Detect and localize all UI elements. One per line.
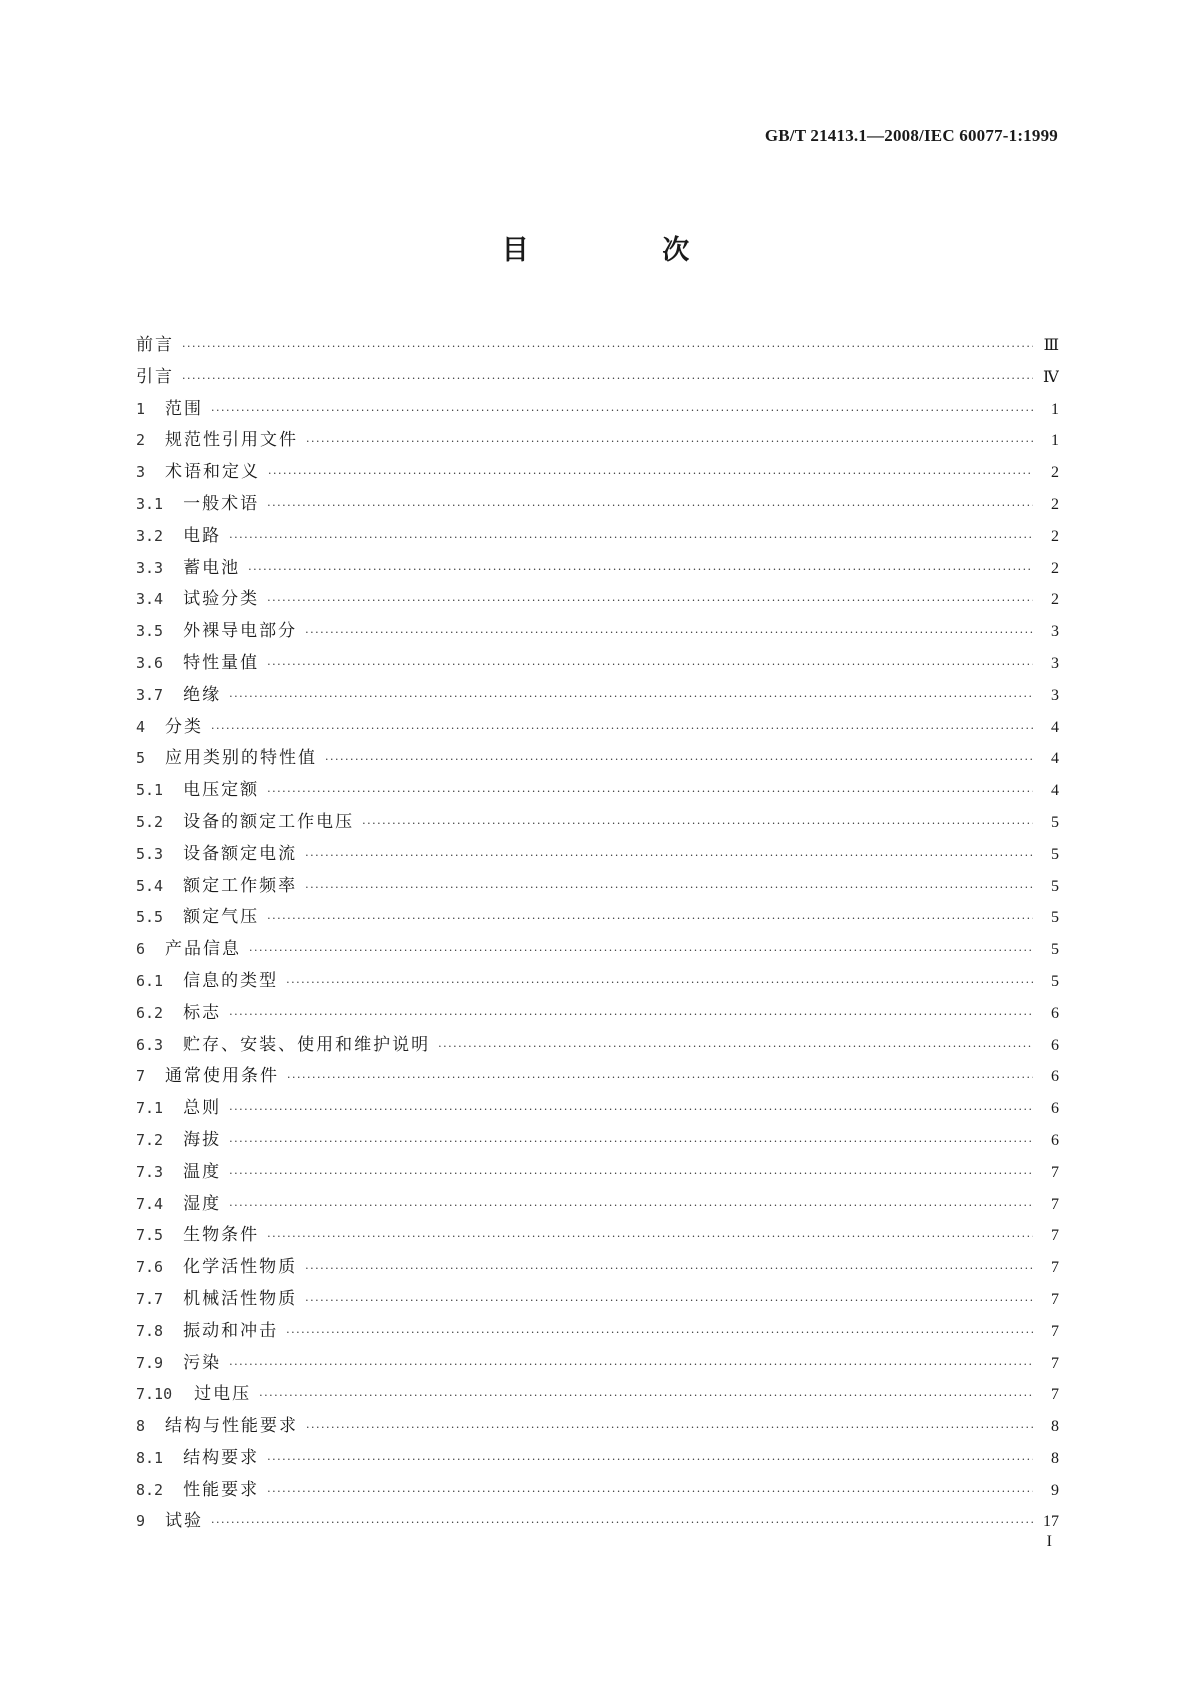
toc-list xyxy=(136,330,1059,1538)
toc-entry-number: 7.6 xyxy=(136,1258,164,1277)
toc-entry-label: 设备的额定工作电压 xyxy=(183,811,355,832)
toc-entry-label: 结构要求 xyxy=(183,1447,260,1468)
toc-entry-5-1[interactable] xyxy=(136,775,1059,807)
toc-dot-leader xyxy=(248,554,1033,585)
toc-entry-page: 3 xyxy=(1051,623,1059,641)
toc-entry-8[interactable] xyxy=(136,1411,1059,1443)
toc-entry-number: 7.4 xyxy=(136,1194,164,1213)
toc-entry-number: 3.7 xyxy=(136,685,164,704)
toc-dot-leader xyxy=(229,1094,1033,1125)
toc-entry-label: 机械活性物质 xyxy=(183,1288,298,1309)
toc-entry-number: 3.6 xyxy=(136,653,164,672)
toc-entry-label: 过电压 xyxy=(194,1384,252,1405)
toc-dot-leader xyxy=(267,776,1033,807)
toc-dot-leader xyxy=(287,1062,1033,1093)
toc-entry-5[interactable] xyxy=(136,743,1059,775)
toc-entry-foreword[interactable] xyxy=(136,330,1059,362)
toc-entry-5-3[interactable] xyxy=(136,839,1059,871)
toc-entry-8-1[interactable] xyxy=(136,1443,1059,1475)
toc-entry-number: 3.2 xyxy=(136,526,164,545)
toc-entry-number: 5.4 xyxy=(136,876,164,895)
toc-entry-page: 2 xyxy=(1051,495,1059,513)
toc-entry-label: 总则 xyxy=(183,1098,222,1119)
toc-entry-7-4[interactable] xyxy=(136,1189,1059,1221)
toc-entry-page: 1 xyxy=(1051,432,1059,450)
toc-entry-number: 7.5 xyxy=(136,1226,164,1245)
toc-entry-7-1[interactable] xyxy=(136,1093,1059,1125)
toc-dot-leader xyxy=(267,490,1033,521)
toc-entry-label: 分类 xyxy=(165,716,204,737)
toc-dot-leader xyxy=(249,935,1033,966)
toc-entry-label: 贮存、安装、使用和维护说明 xyxy=(183,1034,431,1055)
toc-dot-leader xyxy=(211,713,1033,744)
toc-dot-leader xyxy=(325,744,1033,775)
toc-entry-number: 6 xyxy=(136,940,146,959)
toc-entry-7-7[interactable] xyxy=(136,1284,1059,1316)
toc-title: 目 次 xyxy=(501,235,752,266)
toc-entry-number: 8 xyxy=(136,1417,146,1436)
toc-entry-4[interactable] xyxy=(136,712,1059,744)
toc-entry-page: 6 xyxy=(1051,1004,1059,1022)
toc-entry-label: 电路 xyxy=(183,525,222,546)
toc-entry-label: 一般术语 xyxy=(183,493,260,514)
toc-dot-leader xyxy=(211,1507,1033,1538)
toc-dot-leader xyxy=(305,872,1033,903)
toc-entry-8-2[interactable] xyxy=(136,1475,1059,1507)
toc-entry-page: 7 xyxy=(1051,1163,1059,1181)
toc-entry-7-3[interactable] xyxy=(136,1157,1059,1189)
toc-dot-leader xyxy=(182,363,1033,394)
toc-entry-label: 污染 xyxy=(183,1352,222,1373)
toc-entry-3-4[interactable] xyxy=(136,584,1059,616)
toc-entry-7-2[interactable] xyxy=(136,1125,1059,1157)
toc-dot-leader xyxy=(267,1476,1033,1507)
toc-entry-page: 17 xyxy=(1043,1513,1059,1531)
toc-entry-7[interactable] xyxy=(136,1061,1059,1093)
toc-entry-2[interactable] xyxy=(136,425,1059,457)
toc-entry-number: 8.2 xyxy=(136,1480,164,1499)
toc-dot-leader xyxy=(229,681,1033,712)
toc-entry-6-2[interactable] xyxy=(136,998,1059,1030)
toc-entry-label: 规范性引用文件 xyxy=(165,430,299,451)
toc-entry-label: 绝缘 xyxy=(183,684,222,705)
toc-entry-label: 湿度 xyxy=(183,1193,222,1214)
toc-entry-page: Ⅳ xyxy=(1043,368,1059,386)
toc-entry-number: 1 xyxy=(136,399,146,418)
toc-entry-label: 额定气压 xyxy=(183,907,260,928)
toc-entry-page: 2 xyxy=(1051,591,1059,609)
toc-entry-page: 3 xyxy=(1051,654,1059,672)
toc-dot-leader xyxy=(182,331,1033,362)
toc-entry-number: 7.1 xyxy=(136,1099,164,1118)
toc-entry-label: 性能要求 xyxy=(183,1479,260,1500)
toc-entry-label: 电压定额 xyxy=(183,780,260,801)
toc-dot-leader xyxy=(267,585,1033,616)
toc-entry-label: 前言 xyxy=(136,335,174,355)
toc-dot-leader xyxy=(229,522,1033,553)
toc-entry-number: 6.3 xyxy=(136,1035,164,1054)
toc-entry-1[interactable] xyxy=(136,394,1059,426)
toc-dot-leader xyxy=(286,1317,1033,1348)
toc-entry-label: 产品信息 xyxy=(165,939,242,960)
toc-entry-page: 5 xyxy=(1051,813,1059,831)
toc-dot-leader xyxy=(268,458,1033,489)
toc-entry-number: 7.2 xyxy=(136,1130,164,1149)
toc-entry-number: 6.1 xyxy=(136,971,164,990)
toc-entry-page: 7 xyxy=(1051,1290,1059,1308)
toc-entry-number: 7.10 xyxy=(136,1385,173,1404)
toc-entry-page: 5 xyxy=(1051,972,1059,990)
toc-entry-number: 3.4 xyxy=(136,590,164,609)
toc-entry-3-7[interactable] xyxy=(136,680,1059,712)
toc-dot-leader xyxy=(259,1380,1033,1411)
toc-entry-page: 8 xyxy=(1051,1449,1059,1467)
toc-entry-page: 7 xyxy=(1051,1386,1059,1404)
toc-entry-6[interactable] xyxy=(136,934,1059,966)
toc-entry-number: 3 xyxy=(136,463,146,482)
toc-entry-number: 7.9 xyxy=(136,1353,164,1372)
toc-dot-leader xyxy=(305,617,1033,648)
toc-entry-label: 蓄电池 xyxy=(183,557,241,578)
toc-entry-number: 5.2 xyxy=(136,812,164,831)
toc-entry-7-8[interactable] xyxy=(136,1316,1059,1348)
toc-entry-page: 2 xyxy=(1051,559,1059,577)
toc-entry-page: 7 xyxy=(1051,1259,1059,1277)
toc-entry-3-6[interactable] xyxy=(136,648,1059,680)
toc-entry-label: 信息的类型 xyxy=(183,970,279,991)
toc-entry-number: 5.5 xyxy=(136,908,164,927)
toc-entry-3-3[interactable] xyxy=(136,553,1059,585)
toc-dot-leader xyxy=(438,1031,1033,1062)
toc-entry-number: 3.1 xyxy=(136,494,164,513)
toc-entry-page: 4 xyxy=(1051,782,1059,800)
toc-entry-3[interactable] xyxy=(136,457,1059,489)
toc-entry-page: 6 xyxy=(1051,1100,1059,1118)
toc-entry-number: 7.3 xyxy=(136,1162,164,1181)
toc-entry-label: 应用类别的特性值 xyxy=(165,748,318,769)
toc-entry-label: 温度 xyxy=(183,1161,222,1182)
page-number: I xyxy=(1046,1533,1052,1550)
toc-entry-label: 振动和冲击 xyxy=(183,1320,279,1341)
toc-entry-page: 7 xyxy=(1051,1322,1059,1340)
toc-entry-number: 3.3 xyxy=(136,558,164,577)
toc-entry-page: 4 xyxy=(1051,750,1059,768)
toc-entry-7-10[interactable] xyxy=(136,1379,1059,1411)
toc-entry-number: 7.7 xyxy=(136,1289,164,1308)
toc-entry-3-5[interactable] xyxy=(136,616,1059,648)
toc-entry-page: Ⅲ xyxy=(1043,337,1059,354)
toc-entry-number: 5 xyxy=(136,749,146,768)
toc-entry-page: 2 xyxy=(1051,527,1059,545)
toc-entry-label: 海拔 xyxy=(183,1129,222,1150)
toc-entry-6-3[interactable] xyxy=(136,1030,1059,1062)
toc-entry-label: 额定工作频率 xyxy=(183,875,298,896)
toc-entry-label: 试验 xyxy=(165,1511,204,1532)
toc-entry-label: 引言 xyxy=(136,366,174,387)
toc-dot-leader xyxy=(267,1221,1033,1252)
toc-entry-label: 化学活性物质 xyxy=(183,1257,298,1278)
toc-entry-page: 9 xyxy=(1051,1481,1059,1499)
toc-entry-page: 5 xyxy=(1051,877,1059,895)
toc-entry-label: 标志 xyxy=(183,1002,222,1023)
toc-entry-number: 8.1 xyxy=(136,1448,164,1467)
toc-dot-leader xyxy=(305,840,1033,871)
toc-entry-number: 4 xyxy=(136,717,146,736)
toc-entry-page: 4 xyxy=(1051,718,1059,736)
toc-entry-7-6[interactable] xyxy=(136,1252,1059,1284)
toc-entry-label: 通常使用条件 xyxy=(165,1066,280,1087)
toc-entry-page: 8 xyxy=(1051,1418,1059,1436)
toc-entry-number: 9 xyxy=(136,1512,146,1531)
toc-dot-leader xyxy=(306,1412,1033,1443)
toc-entry-page: 5 xyxy=(1051,845,1059,863)
toc-entry-9[interactable] xyxy=(136,1506,1059,1538)
toc-dot-leader xyxy=(229,1158,1033,1189)
toc-entry-introduction[interactable] xyxy=(136,362,1059,394)
toc-dot-leader xyxy=(229,1349,1033,1380)
toc-entry-label: 试验分类 xyxy=(183,589,260,610)
toc-dot-leader xyxy=(362,808,1033,839)
toc-entry-number: 5.1 xyxy=(136,781,164,800)
toc-entry-label: 生物条件 xyxy=(183,1225,260,1246)
toc-dot-leader xyxy=(229,999,1033,1030)
toc-dot-leader xyxy=(229,1126,1033,1157)
toc-entry-number: 2 xyxy=(136,431,146,450)
toc-entry-number: 7 xyxy=(136,1067,146,1086)
toc-entry-page: 2 xyxy=(1051,464,1059,482)
toc-entry-label: 特性量值 xyxy=(183,652,260,673)
toc-dot-leader xyxy=(267,1444,1033,1475)
toc-dot-leader xyxy=(286,967,1033,998)
toc-entry-5-5[interactable] xyxy=(136,902,1059,934)
toc-entry-number: 5.3 xyxy=(136,844,164,863)
toc-entry-page: 5 xyxy=(1051,909,1059,927)
toc-entry-3-1[interactable] xyxy=(136,489,1059,521)
toc-dot-leader xyxy=(229,1190,1033,1221)
toc-entry-number: 6.2 xyxy=(136,1003,164,1022)
toc-entry-7-9[interactable] xyxy=(136,1348,1059,1380)
toc-entry-page: 7 xyxy=(1051,1227,1059,1245)
toc-entry-5-2[interactable] xyxy=(136,807,1059,839)
toc-entry-label: 术语和定义 xyxy=(165,462,261,483)
toc-entry-page: 7 xyxy=(1051,1354,1059,1372)
toc-entry-page: 7 xyxy=(1051,1195,1059,1213)
toc-entry-page: 1 xyxy=(1051,400,1059,418)
toc-entry-page: 6 xyxy=(1051,1131,1059,1149)
toc-entry-3-2[interactable] xyxy=(136,521,1059,553)
toc-dot-leader xyxy=(211,395,1033,426)
toc-dot-leader xyxy=(267,903,1033,934)
toc-entry-page: 3 xyxy=(1051,686,1059,704)
toc-entry-label: 外裸导电部分 xyxy=(183,621,298,642)
toc-entry-page: 5 xyxy=(1051,941,1059,959)
toc-entry-7-5[interactable] xyxy=(136,1220,1059,1252)
toc-dot-leader xyxy=(267,649,1033,680)
toc-dot-leader xyxy=(305,1253,1033,1284)
toc-entry-label: 设备额定电流 xyxy=(183,843,298,864)
toc-entry-6-1[interactable] xyxy=(136,966,1059,998)
toc-entry-label: 范围 xyxy=(165,398,204,419)
toc-entry-label: 结构与性能要求 xyxy=(165,1416,299,1437)
toc-entry-5-4[interactable] xyxy=(136,871,1059,903)
standard-code-header: GB/T 21413.1—2008/IEC 60077-1:1999 xyxy=(764,126,1058,145)
toc-entry-number: 7.8 xyxy=(136,1321,164,1340)
toc-entry-page: 6 xyxy=(1051,1036,1059,1054)
toc-entry-number: 3.5 xyxy=(136,622,164,641)
toc-entry-page: 6 xyxy=(1051,1068,1059,1086)
toc-dot-leader xyxy=(306,426,1033,457)
toc-dot-leader xyxy=(305,1285,1033,1316)
